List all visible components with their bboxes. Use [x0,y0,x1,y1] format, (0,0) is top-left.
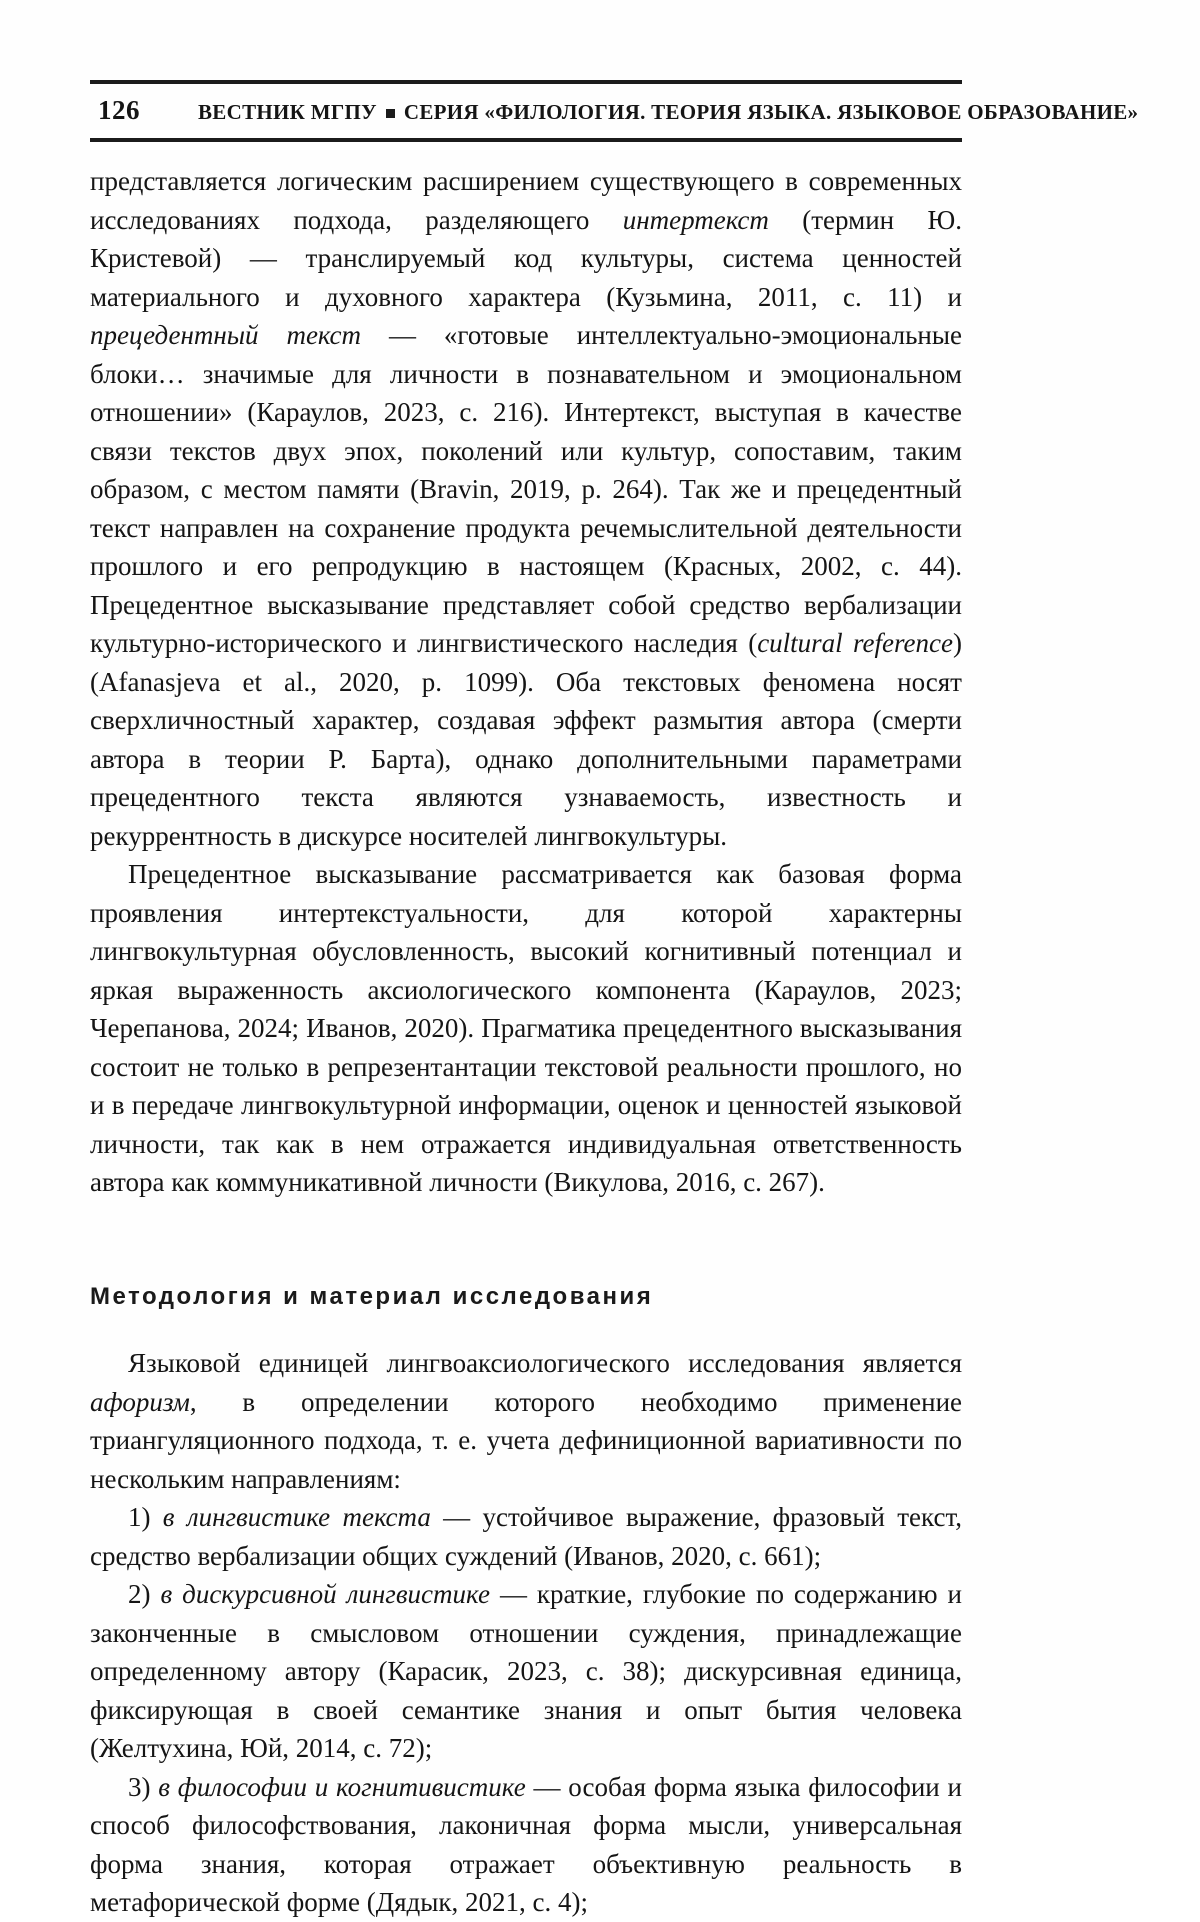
list-item-3: 3) в философии и когнитивистике — особая форма языка философии и способ философствования, лаконичная форма мысли, универсальная форма знания, которая отражает объективную реальность в метафорической форме (Дядык, 2021, с. 4); [90,1771,962,1917]
page-number: 126 [98,95,140,125]
article-body [90,162,962,1922]
list-item-2: 2) в дискурсивной лингвистике — краткие, глубокие по содержанию и законченные в смысловом отношении суждения, принадлежащие определенному автору (Карасик, 2023, с. 38); дискурсивная единица, фиксирующая в своей семантике знания и опыт бытия человека (Желтухина, Юй, 2014, с. 72); [90,1579,962,1763]
journal-name: ВЕСТНИК МГПУ [198,100,377,124]
series-title: СЕРИЯ «ФИЛОЛОГИЯ. ТЕОРИЯ ЯЗЫКА. ЯЗЫКОВОЕ ОБРАЗОВАНИЕ» [403,100,1139,124]
page-content [90,80,1139,1922]
header-row [90,84,1139,138]
list-item-1: 1) в лингвистике текста — устойчивое выражение, фразовый текст, средство вербализации общих суждений (Иванов, 2020, с. 661); [90,1502,962,1571]
paragraph: Языковой единицей лингвоаксиологического исследования является афоризм, в определении которого необходимо применение триангуляционного подхода, т. е. учета дефиниционной вариативности по нескольким направлениям: [90,1348,962,1494]
running-header [90,80,1139,142]
journal-title [198,100,1138,125]
paragraph: Прецедентное высказывание рассматривается как базовая форма проявления интертекстуальности, для которой характерны лингвокультурная обусловленность, высокий когнитивный потенциал и яркая выраженность аксиологического компонента (Караулов, 2023; Черепанова, 2024; Иванов, 2020). Прагматика прецедентного высказывания состоит не только в репрезентантации текстовой реальности прошлого, но и в передаче лингвокультурной информации, оценок и ценностей языковой личности, так как в нем отражается индивидуальная ответственность автора как коммуникативной личности (Викулова, 2016, с. 267). [90,859,962,1197]
section-heading: Методология и материал исследования [90,1282,654,1310]
square-bullet-icon [386,109,395,118]
header-rule-bottom [90,138,962,142]
paragraph: представляется логическим расширением существующего в современных исследованиях подхода, разделяющего интертекст (термин Ю. Кристевой) — транслируемый код культуры, система ценностей материального и духовного характера (Кузьмина, 2011, с. 11) и прецедентный текст — «готовые интеллектуально-эмоциональные блоки… значимые для личности в познавательном и эмоциональном отношении» (Караулов, 2023, с. 216). Интертекст, выступая в качестве связи текстов двух эпох, поколений или культур, сопоставим, таким образом, с местом памяти (Bravin, 2019, p. 264). Так же и прецедентный текст направлен на сохранение продукта речемыслительной деятельности прошлого и его репродукцию в настоящем (Красных, 2002, с. 44). Прецедентное высказывание представляет собой средство вербализации культурно-исторического и лингвистического наследия (cultural reference) (Afanasjeva et al., 2020, p. 1099). Оба текстовых феномена носят сверхличностный характер, создавая эффект размытия автора (смерти автора в теории Р. Барта), однако дополнительными параметрами прецедентного текста являются узнаваемость, известность и рекуррентность в дискурсе носителей лингвокультуры. [90,166,962,851]
